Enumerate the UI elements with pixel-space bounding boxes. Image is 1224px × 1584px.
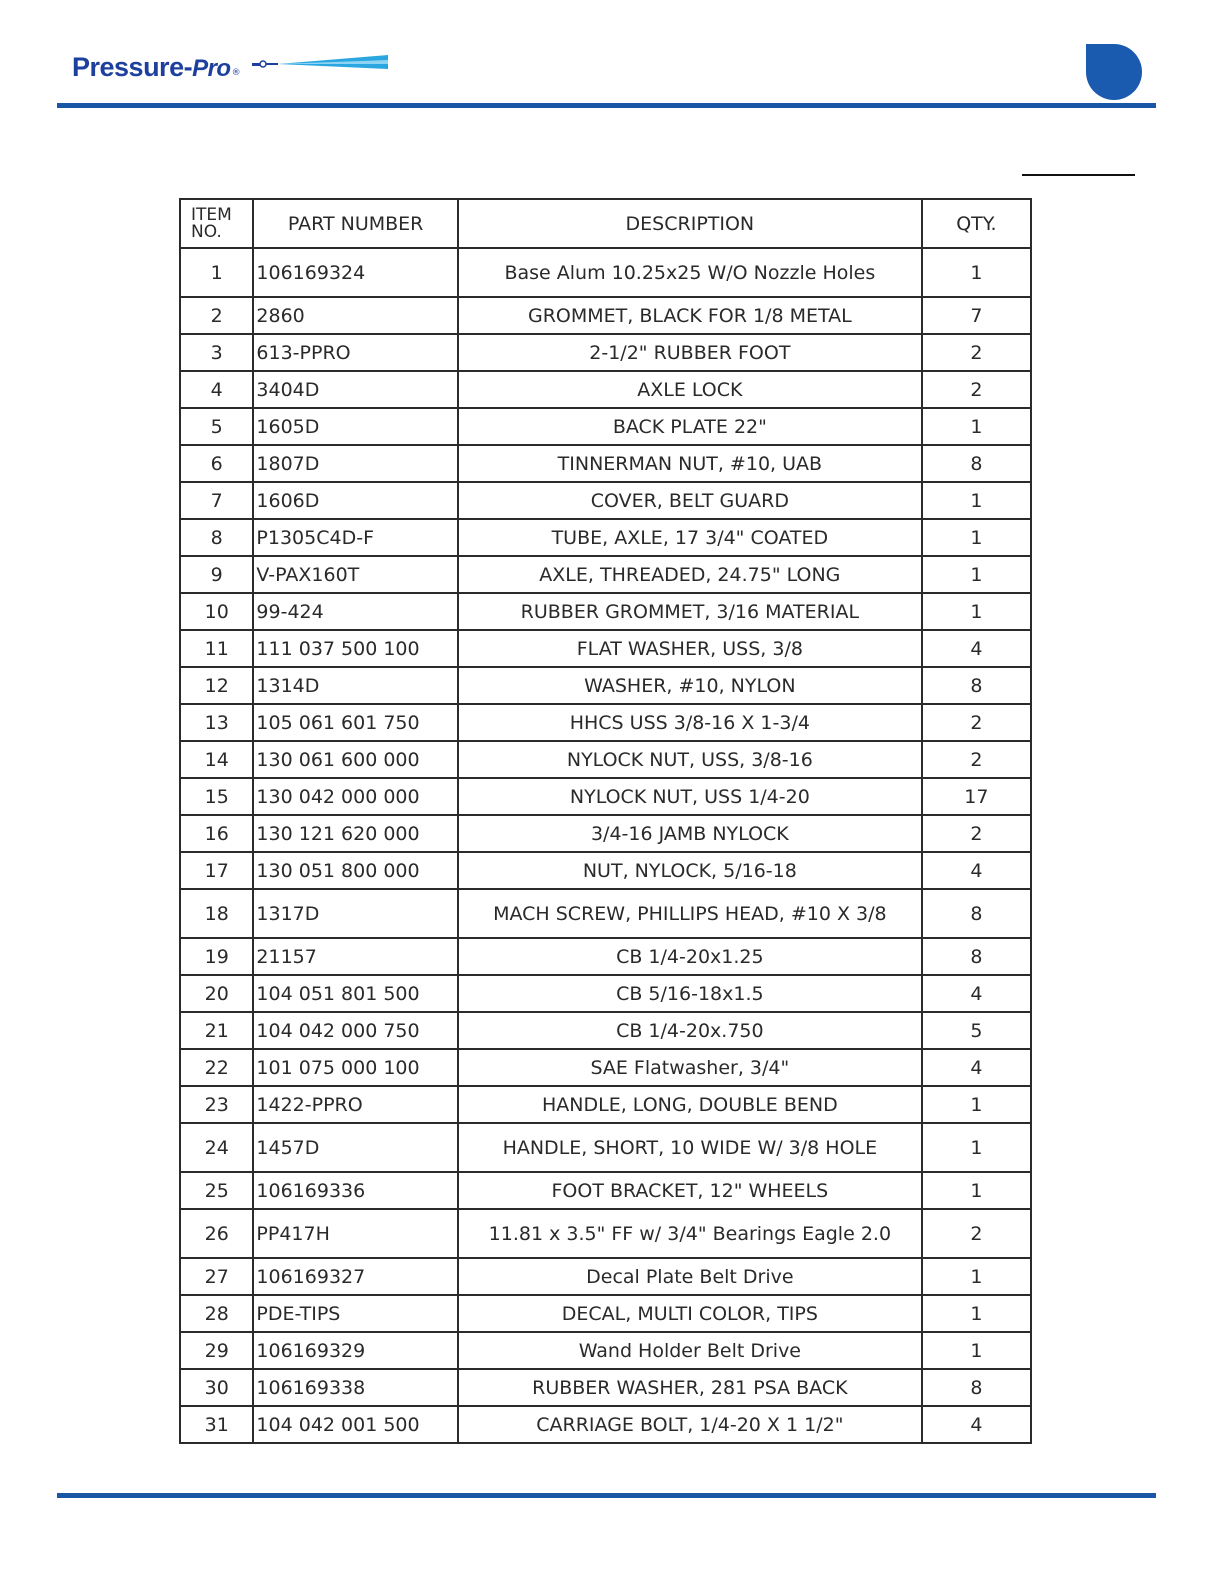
quantity-cell: 2 [922,371,1031,408]
quantity-cell: 1 [922,1332,1031,1369]
part-number-cell: 21157 [253,938,457,975]
item-number-cell: 8 [180,519,253,556]
item-number-cell: 26 [180,1209,253,1258]
description-cell: MACH SCREW, PHILLIPS HEAD, #10 X 3/8 [458,889,922,938]
item-number-cell: 6 [180,445,253,482]
part-number-cell: 130 042 000 000 [253,778,457,815]
item-number-cell: 11 [180,630,253,667]
quantity-cell: 4 [922,1406,1031,1443]
table-row [180,1209,1031,1258]
title-underline [1022,174,1135,176]
item-number-cell: 7 [180,482,253,519]
part-number-cell: 106169327 [253,1258,457,1295]
table-row [180,815,1031,852]
table-row [180,1123,1031,1172]
table-row [180,334,1031,371]
description-cell: GROMMET, BLACK FOR 1/8 METAL [458,297,922,334]
description-cell: DECAL, MULTI COLOR, TIPS [458,1295,922,1332]
quantity-cell: 1 [922,1123,1031,1172]
item-number-cell: 21 [180,1012,253,1049]
item-number-cell: 23 [180,1086,253,1123]
header-rule [57,103,1156,108]
table-row [180,1369,1031,1406]
table-row [180,975,1031,1012]
logo-registered-mark: ® [231,68,241,78]
item-number-cell: 13 [180,704,253,741]
description-cell: Decal Plate Belt Drive [458,1258,922,1295]
quantity-cell: 2 [922,704,1031,741]
table-row [180,667,1031,704]
table-row [180,889,1031,938]
item-number-cell: 10 [180,593,253,630]
quantity-cell: 5 [922,1012,1031,1049]
table-row [180,297,1031,334]
quantity-cell: 8 [922,667,1031,704]
quantity-cell: 1 [922,248,1031,297]
part-number-cell: 106169324 [253,248,457,297]
quantity-cell: 1 [922,1295,1031,1332]
table-row [180,445,1031,482]
item-number-cell: 25 [180,1172,253,1209]
description-cell: AXLE LOCK [458,371,922,408]
quantity-cell: 1 [922,408,1031,445]
item-number-cell: 12 [180,667,253,704]
quantity-cell: 8 [922,445,1031,482]
item-number-cell: 18 [180,889,253,938]
part-number-cell: 613-PPRO [253,334,457,371]
description-cell: CB 5/16-18x1.5 [458,975,922,1012]
column-header-item-no: ITEM NO. [180,199,253,248]
description-cell: CB 1/4-20x1.25 [458,938,922,975]
description-cell: Base Alum 10.25x25 W/O Nozzle Holes [458,248,922,297]
quantity-cell: 7 [922,297,1031,334]
item-number-cell: 14 [180,741,253,778]
table-row [180,630,1031,667]
description-cell: RUBBER WASHER, 281 PSA BACK [458,1369,922,1406]
item-number-cell: 15 [180,778,253,815]
quantity-cell: 1 [922,1086,1031,1123]
quantity-cell: 1 [922,519,1031,556]
item-number-cell: 1 [180,248,253,297]
part-number-cell: 1457D [253,1123,457,1172]
description-cell: FLAT WASHER, USS, 3/8 [458,630,922,667]
table-row [180,778,1031,815]
part-number-cell: 106169329 [253,1332,457,1369]
part-number-cell: 106169336 [253,1172,457,1209]
part-number-cell: 99-424 [253,593,457,630]
table-row [180,1258,1031,1295]
part-number-cell: 104 042 001 500 [253,1406,457,1443]
table-header-row [180,199,1031,248]
description-cell: COVER, BELT GUARD [458,482,922,519]
item-number-cell: 17 [180,852,253,889]
item-number-cell: 29 [180,1332,253,1369]
part-number-cell: 104 042 000 750 [253,1012,457,1049]
table-row [180,408,1031,445]
table-row [180,1295,1031,1332]
item-number-cell: 30 [180,1369,253,1406]
item-number-cell: 20 [180,975,253,1012]
description-cell: CB 1/4-20x.750 [458,1012,922,1049]
quantity-cell: 17 [922,778,1031,815]
description-cell: CARRIAGE BOLT, 1/4-20 X 1 1/2" [458,1406,922,1443]
part-number-cell: 1606D [253,482,457,519]
part-number-cell: 105 061 601 750 [253,704,457,741]
table-row [180,1049,1031,1086]
quantity-cell: 1 [922,1172,1031,1209]
quantity-cell: 4 [922,852,1031,889]
part-number-cell: 1605D [253,408,457,445]
part-number-cell: 130 061 600 000 [253,741,457,778]
table-row [180,1012,1031,1049]
item-number-cell: 28 [180,1295,253,1332]
part-number-cell: 1317D [253,889,457,938]
table-row [180,741,1031,778]
description-cell: WASHER, #10, NYLON [458,667,922,704]
description-cell: 11.81 x 3.5" FF w/ 3/4" Bearings Eagle 2.0 [458,1209,922,1258]
description-cell: HANDLE, SHORT, 10 WIDE W/ 3/8 HOLE [458,1123,922,1172]
table-row [180,1332,1031,1369]
part-number-cell: 1314D [253,667,457,704]
table-row [180,704,1031,741]
item-number-cell: 19 [180,938,253,975]
table-row [180,371,1031,408]
quantity-cell: 1 [922,556,1031,593]
quantity-cell: 8 [922,1369,1031,1406]
table-row [180,852,1031,889]
item-number-cell: 16 [180,815,253,852]
table-row [180,1172,1031,1209]
footer-rule [57,1493,1156,1498]
part-number-cell: 106169338 [253,1369,457,1406]
part-number-cell: 1422-PPRO [253,1086,457,1123]
item-number-cell: 3 [180,334,253,371]
part-number-cell: P1305C4D-F [253,519,457,556]
item-number-cell: 31 [180,1406,253,1443]
description-cell: BACK PLATE 22" [458,408,922,445]
part-number-cell: 130 051 800 000 [253,852,457,889]
quantity-cell: 8 [922,889,1031,938]
item-number-cell: 2 [180,297,253,334]
corner-tab [1086,44,1142,100]
parts-list-body [180,248,1031,1443]
part-number-cell: V-PAX160T [253,556,457,593]
table-row [180,593,1031,630]
part-number-cell: 104 051 801 500 [253,975,457,1012]
item-number-cell: 27 [180,1258,253,1295]
description-cell: AXLE, THREADED, 24.75" LONG [458,556,922,593]
item-number-cell: 5 [180,408,253,445]
table-row [180,1406,1031,1443]
item-number-cell: 24 [180,1123,253,1172]
quantity-cell: 4 [922,975,1031,1012]
item-number-cell: 4 [180,371,253,408]
quantity-cell: 2 [922,334,1031,371]
table-row [180,519,1031,556]
quantity-cell: 2 [922,1209,1031,1258]
description-cell: HHCS USS 3/8-16 X 1-3/4 [458,704,922,741]
quantity-cell: 1 [922,593,1031,630]
item-number-cell: 9 [180,556,253,593]
brand-logo [72,48,241,84]
part-number-cell: PP417H [253,1209,457,1258]
part-number-cell: PDE-TIPS [253,1295,457,1332]
table-row [180,938,1031,975]
quantity-cell: 4 [922,630,1031,667]
description-cell: FOOT BRACKET, 12" WHEELS [458,1172,922,1209]
table-row [180,1086,1031,1123]
description-cell: 2-1/2" RUBBER FOOT [458,334,922,371]
column-header-qty: QTY. [922,199,1031,248]
description-cell: RUBBER GROMMET, 3/16 MATERIAL [458,593,922,630]
part-number-cell: 1807D [253,445,457,482]
part-number-cell: 130 121 620 000 [253,815,457,852]
column-header-description: DESCRIPTION [458,199,922,248]
description-cell: SAE Flatwasher, 3/4" [458,1049,922,1086]
description-cell: NUT, NYLOCK, 5/16-18 [458,852,922,889]
table-row [180,248,1031,297]
spray-nozzle-icon [252,52,392,76]
description-cell: TINNERMAN NUT, #10, UAB [458,445,922,482]
logo-brand-text: Pressure-Pro [72,52,231,82]
description-cell: Wand Holder Belt Drive [458,1332,922,1369]
quantity-cell: 1 [922,1258,1031,1295]
column-header-part-number: PART NUMBER [253,199,457,248]
table-row [180,556,1031,593]
description-cell: NYLOCK NUT, USS, 3/8-16 [458,741,922,778]
quantity-cell: 1 [922,482,1031,519]
quantity-cell: 2 [922,815,1031,852]
description-cell: HANDLE, LONG, DOUBLE BEND [458,1086,922,1123]
part-number-cell: 101 075 000 100 [253,1049,457,1086]
quantity-cell: 2 [922,741,1031,778]
table-row [180,482,1031,519]
part-number-cell: 2860 [253,297,457,334]
description-cell: NYLOCK NUT, USS 1/4-20 [458,778,922,815]
part-number-cell: 111 037 500 100 [253,630,457,667]
quantity-cell: 4 [922,1049,1031,1086]
quantity-cell: 8 [922,938,1031,975]
part-number-cell: 3404D [253,371,457,408]
parts-list-table [179,198,1032,1444]
description-cell: TUBE, AXLE, 17 3/4" COATED [458,519,922,556]
description-cell: 3/4-16 JAMB NYLOCK [458,815,922,852]
item-number-cell: 22 [180,1049,253,1086]
